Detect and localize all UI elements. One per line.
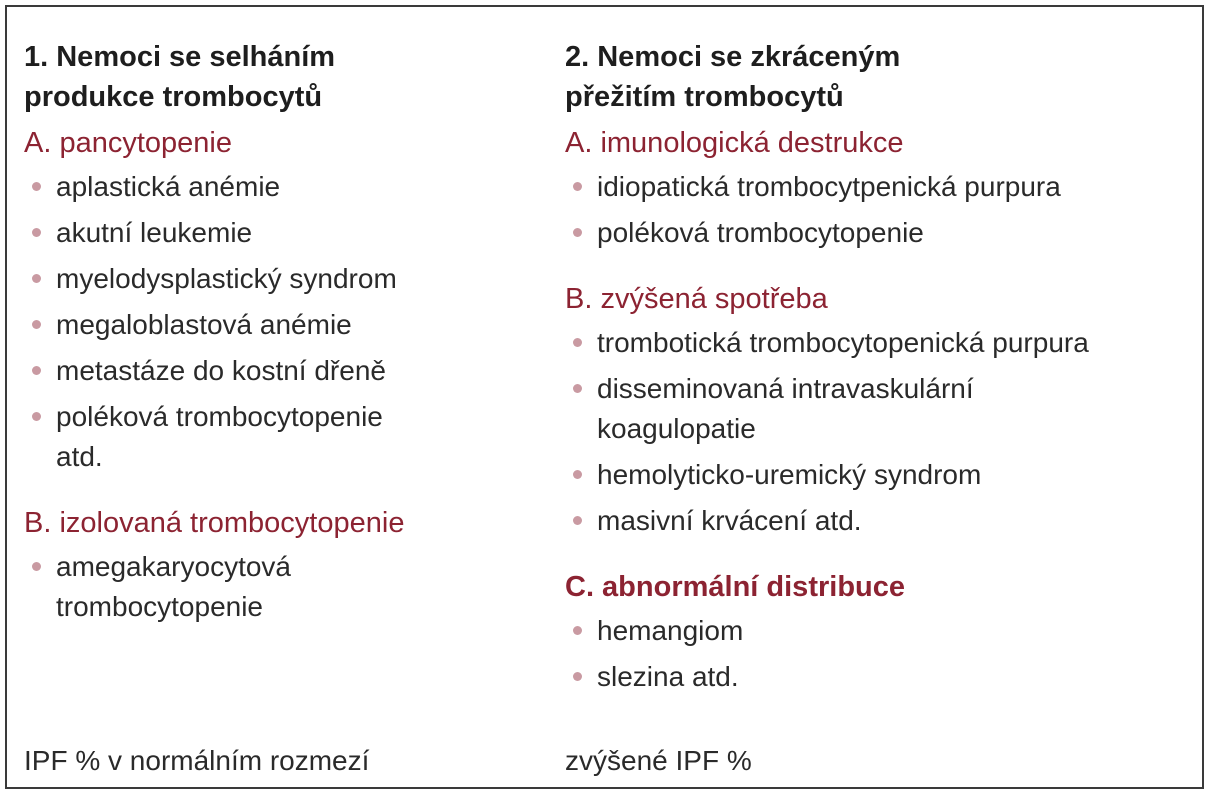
list-item-text: amegakaryocytová [56,551,292,582]
list-item [565,657,1205,697]
right-section-b-title: B. zvýšená spotřeba [565,283,828,315]
list-item-text: metastáze do kostní dřeně [56,355,386,386]
left-footer-note: IPF % v normálním rozmezí [24,745,370,776]
bullet-icon [32,320,41,329]
list-item [24,259,524,299]
left-heading [24,37,524,117]
right-heading-line: 2. Nemoci se zkráceným [565,41,901,73]
right-section-b-list [565,323,1205,541]
list-item [565,167,1205,207]
list-item-text: trombotická trombocytopenická purpura [597,327,1089,358]
list-item [565,213,1205,253]
spacer [24,483,524,503]
list-item-text: idiopatická trombocytpenická purpura [597,171,1061,202]
left-section-b-list [24,547,524,627]
right-footer-note: zvýšené IPF % [565,745,752,776]
bullet-icon [573,626,582,635]
left-heading-line: 1. Nemoci se selháním [24,41,336,73]
list-item-text: myelodysplastický syndrom [56,263,397,294]
left-column [24,37,524,633]
list-item [24,351,524,391]
list-item [565,323,1205,363]
bullet-icon [32,412,41,421]
list-item-text: hemolyticko-uremický syndrom [597,459,982,490]
spacer [565,547,1205,567]
right-heading [565,37,1205,117]
list-item-text: akutní leukemie [56,217,253,248]
bullet-icon [573,384,582,393]
list-item-text: poléková trombocytopenie [56,401,383,432]
bullet-icon [573,182,582,191]
left-heading-line: produkce trombocytů [24,81,323,113]
left-section-b-title: B. izolovaná trombocytopenie [24,507,405,539]
bullet-icon [573,228,582,237]
right-heading-line: přežitím trombocytů [565,81,844,113]
bullet-icon [32,182,41,191]
list-item [24,397,524,477]
list-item [565,455,1205,495]
list-item-text: megaloblastová anémie [56,309,352,340]
bullet-icon [573,672,582,681]
bullet-icon [573,516,582,525]
left-section-a-title: A. pancytopenie [24,127,232,159]
spacer [565,259,1205,279]
bullet-icon [32,366,41,375]
list-item-text: disseminovaná intravaskulární [597,373,974,404]
list-item-text: aplastická anémie [56,171,281,202]
list-item-text: poléková trombocytopenie [597,217,924,248]
list-item [24,213,524,253]
list-item [565,369,1205,449]
bullet-icon [573,338,582,347]
list-item [565,611,1205,651]
bullet-icon [32,562,41,571]
list-item-text: slezina atd. [597,661,739,692]
list-item-text: hemangiom [597,615,744,646]
bullet-icon [32,274,41,283]
right-section-c-list [565,611,1205,697]
list-item-text: atd. [56,441,103,472]
right-section-a-title: A. imunologická destrukce [565,127,904,159]
right-section-a-list [565,167,1205,253]
list-item [24,167,524,207]
right-column [565,37,1205,703]
table-frame [5,5,1204,789]
list-item [24,305,524,345]
bullet-icon [32,228,41,237]
left-section-a-list [24,167,524,477]
list-item [24,547,524,627]
bullet-icon [573,470,582,479]
list-item-text: masivní krvácení atd. [597,505,862,536]
list-item-text: trombocytopenie [56,591,264,622]
right-section-c-title: C. abnormální distribuce [565,571,905,603]
list-item-text: koagulopatie [597,413,756,444]
list-item [565,501,1205,541]
